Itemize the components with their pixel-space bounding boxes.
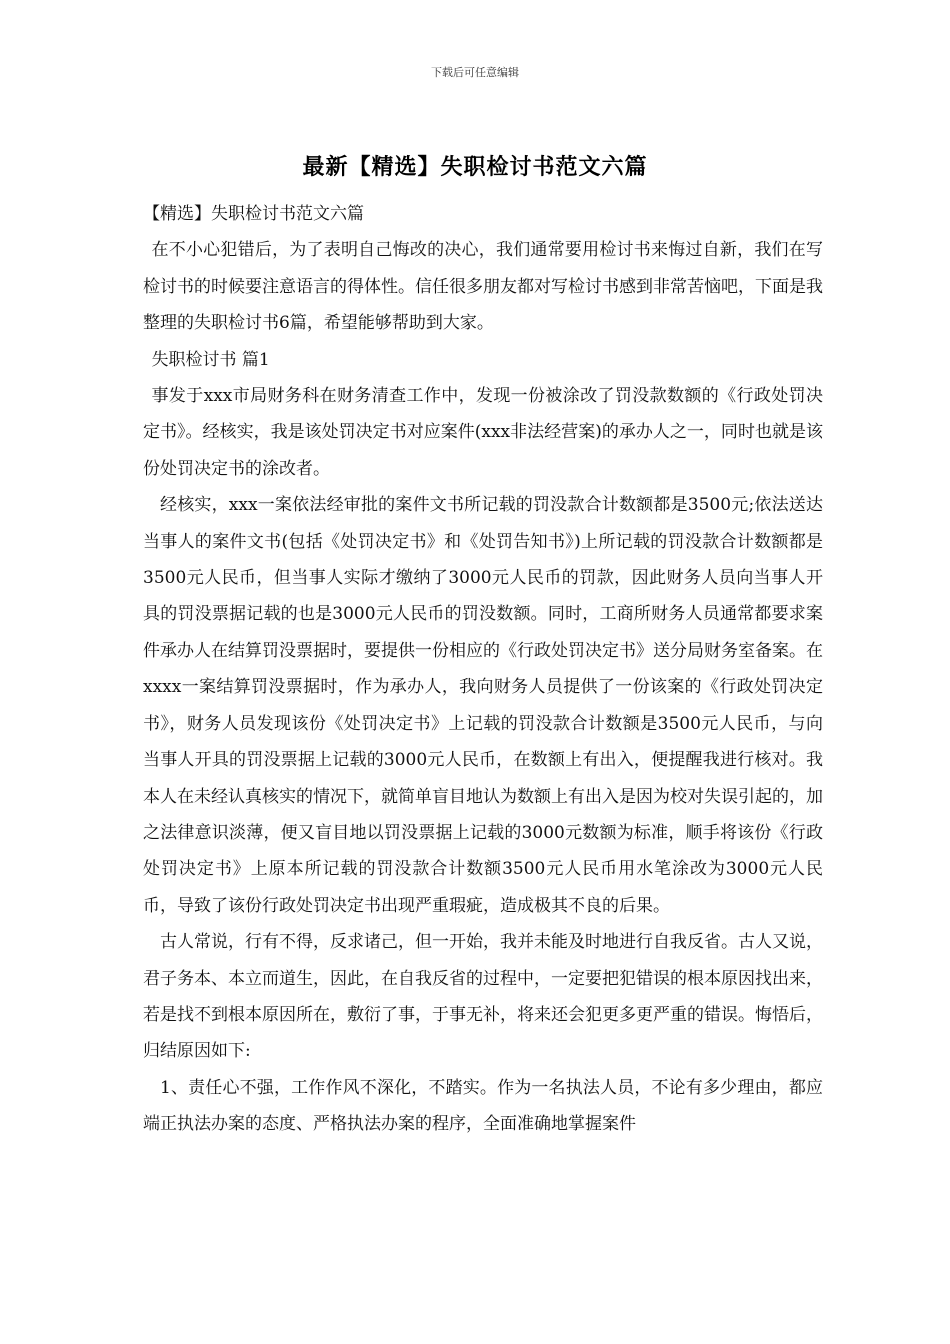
body-paragraph: 经核实，xxx一案依法经审批的案件文书所记载的罚没款合计数额都是3500元;依法送达当事人的案件文书(包括《处罚决定书》和《处罚告知书》)上所记载的罚没款合计数额都是3500元人民币，但当事人实际才缴纳了3000元人民币的罚款，因此财务人员向当事人开具的罚没票据记载的也是3000元人民币的罚没数额。同时，工商所财务人员通常都要求案件承办人在结算罚没票据时，要提供一份相应的《行政处罚决定书》送分局财务室备案。在xxxx一案结算罚没票据时，作为承办人，我向财务人员提供了一份该案的《行政处罚决定书》，财务人员发现该份《处罚决定书》上记载的罚没款合计数额是3500元人民币，与向当事人开具的罚没票据上记载的3000元人民币，在数额上有出入，便提醒我进行核对。我本人在未经认真核实的情况下，就简单盲目地认为数额上有出入是因为校对失误引起的，加之法律意识淡薄，便又盲目地以罚没票据上记载的3000元数额为标准，顺手将该份《行政处罚决定书》上原本所记载的罚没款合计数额3500元人民币用水笔涂改为3000元人民币，导致了该份行政处罚决定书出现严重瑕疵，造成极其不良的后果。 [143,495,823,916]
body-paragraph: 事发于xxx市局财务科在财务清查工作中，发现一份被涂改了罚没款数额的《行政处罚决定书》。经核实，我是该处罚决定书对应案件(xxx非法经营案)的承办人之一，同时也就是该份处罚决定书的涂改者。 [143,386,823,479]
document-title: 最新【精选】失职检讨书范文六篇 [302,154,648,180]
body-paragraph: 古人常说，行有不得，反求诸己，但一开始，我并未能及时地进行自我反省。古人又说，君子务本、本立而道生，因此，在自我反省的过程中，一定要把犯错误的根本原因找出来，若是找不到根本原因所在，敷衍了事，于事无补，将来还会犯更多更严重的错误。悔悟后，归结原因如下: [143,932,823,1062]
subtitle-paragraph: 【精选】失职检讨书范文六篇 [143,204,364,224]
section-heading: 失职检讨书 篇1 [151,349,270,370]
document-body [143,196,823,1143]
intro-paragraph: 在不小心犯错后，为了表明自己悔改的决心，我们通常要用检讨书来悔过自新，我们在写检讨书的时候要注意语言的得体性。信任很多朋友都对写检讨书感到非常苦恼吧，下面是我整理的失职检讨书6篇，希望能够帮助到大家。 [143,240,823,334]
header-note: 下载后可任意编辑 [431,66,519,79]
body-paragraph: 1、责任心不强，工作作风不深化，不踏实。作为一名执法人员，不论有多少理由，都应端正执法办案的态度、严格执法办案的程序，全面准确地掌握案件 [143,1077,823,1135]
